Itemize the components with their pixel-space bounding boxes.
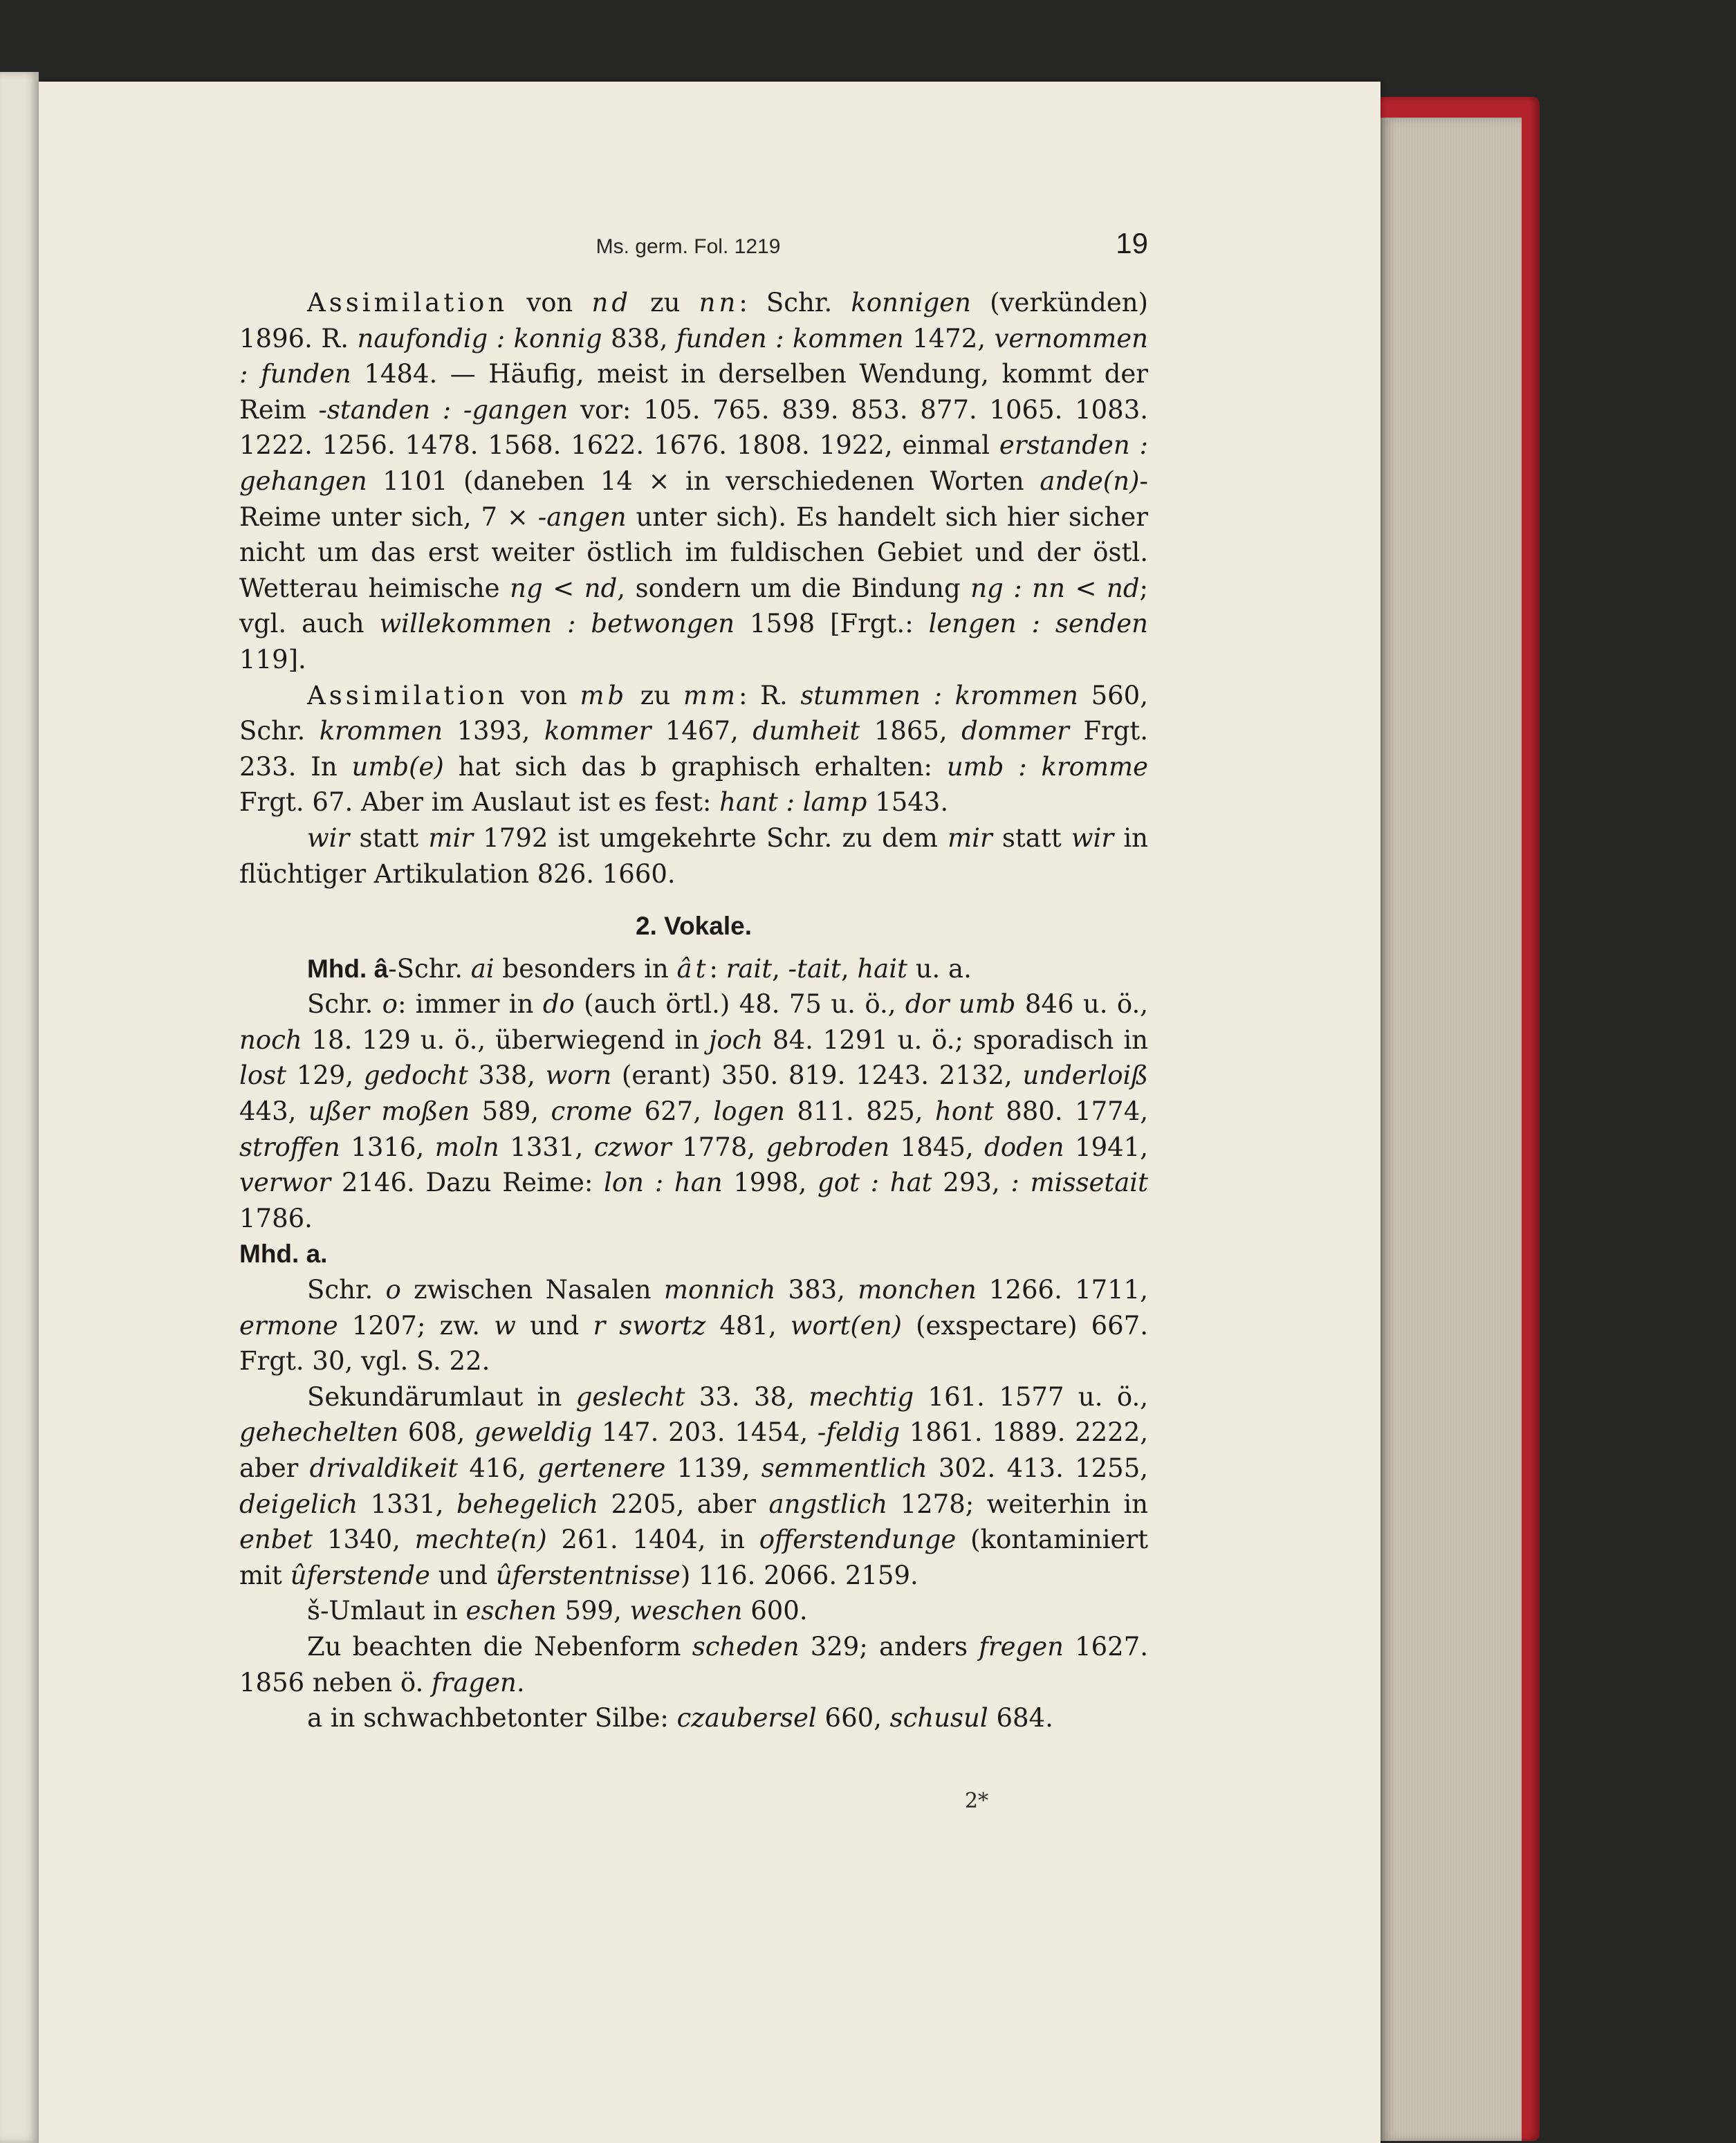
text-run: enbet (239, 1525, 313, 1555)
text-run: doden (984, 1132, 1064, 1162)
paragraph (239, 986, 1148, 1236)
text-run: drivaldikeit (309, 1453, 459, 1483)
paragraph (239, 820, 1148, 892)
text-run: ußer moßen (308, 1096, 470, 1127)
text-run: besonders in (494, 953, 677, 984)
text-run: fregen (979, 1631, 1064, 1662)
page-number: 19 (1116, 227, 1148, 259)
text-run: 1266. 1711, (976, 1275, 1149, 1305)
text-run: 599, (556, 1596, 630, 1626)
text-run: 1861. 1889. 2222, aber (239, 1417, 1148, 1483)
text-run: joch (708, 1024, 764, 1055)
text-run: 329; anders (799, 1631, 979, 1662)
text-run: gebroden (766, 1132, 890, 1162)
text-run: 33. 38, (685, 1381, 809, 1412)
text-run: naufondig : konnig (357, 323, 602, 353)
text-run: 1139, (665, 1453, 761, 1483)
text-run: Frgt. 67. Aber im Auslaut ist es fest: (239, 787, 720, 818)
text-run: geweldig (474, 1417, 593, 1448)
text-run: Schr. (307, 989, 382, 1020)
page-header (228, 223, 1148, 264)
text-run: o (382, 989, 398, 1020)
text-run: ûferstende (290, 1560, 430, 1590)
text-run: lon : han (604, 1168, 723, 1198)
text-run: -tait (788, 953, 841, 984)
text-run: czaubersel (676, 1703, 817, 1733)
paragraph (239, 1379, 1148, 1594)
text-run: von (508, 680, 580, 710)
text-run: 293, (932, 1168, 1011, 1198)
paragraph (239, 1272, 1148, 1379)
text-run: czwor (593, 1132, 672, 1162)
text-run: stummen : krommen (800, 680, 1078, 710)
text-run: crome (551, 1096, 633, 1127)
text-run: : (709, 953, 726, 984)
text-run: 302. 413. 1255, (927, 1453, 1149, 1483)
text-run: 1393, (443, 716, 544, 746)
text-run: unter sich). Es handelt sich hier sicher nicht um das erst weiter östlich im fuldischen Gebiet und der östl. Wetterau heimische (239, 502, 1148, 603)
text-run: got : hat (818, 1168, 932, 1198)
text-run: 1786. (239, 1203, 313, 1233)
text-run: Mhd. a. (239, 1240, 328, 1269)
text-run: lost (239, 1060, 286, 1091)
text-run: -Reime unter sich, 7 × (239, 466, 1148, 532)
text-run: a in schwachbetonter Silbe: (307, 1703, 677, 1733)
text-run: (verkünden) 1896. R. (239, 288, 1148, 353)
text-run: scheden (692, 1631, 800, 1662)
text-run: gehechelten (239, 1417, 399, 1448)
text-run: funden : kommen (676, 323, 904, 353)
text-run: 811. 825, (784, 1096, 936, 1127)
text-run: r (593, 1310, 606, 1341)
text-run: ai (470, 953, 495, 984)
text-run: Schr. (307, 1275, 386, 1305)
text-run: hant : lamp (719, 787, 867, 818)
text-run: 838, (602, 323, 676, 353)
text-run: von (508, 288, 592, 318)
text-run (605, 1311, 619, 1341)
text-run: umb(e) (351, 751, 444, 782)
text-run: ; vgl. auch (239, 573, 1149, 639)
text-run: 1627. 1856 neben ö. (239, 1631, 1148, 1698)
text-run: zu (627, 680, 683, 710)
text-run: . (516, 1667, 525, 1698)
text-run: 147. 203. 1454, (592, 1417, 818, 1448)
running-title: Ms. germ. Fol. 1219 (595, 235, 781, 258)
text-run: : Schr. (739, 288, 851, 318)
text-run: noch (239, 1024, 302, 1055)
text-run: worn (545, 1060, 612, 1091)
text-run: 1278; weiterhin in (887, 1489, 1149, 1519)
text-run: 1998, (722, 1168, 818, 1198)
text-run: 2146. Dazu Reime: (331, 1168, 604, 1198)
text-run: dumheit (752, 716, 860, 746)
text-run: u. a. (907, 953, 972, 984)
text-run: moln (434, 1132, 499, 1162)
text-run: willekommen : betwongen (379, 609, 735, 639)
text-run: mir (948, 822, 992, 853)
text-run: 560, Schr. (239, 680, 1148, 746)
text-run: -feldig (817, 1417, 901, 1448)
text-run: 1331, (358, 1489, 456, 1519)
text-run: 161. 1577 u. ö., (914, 1381, 1148, 1412)
text-run: in flüchtiger Artikulation 826. 1660. (239, 822, 1148, 889)
text-run: gedocht (363, 1060, 468, 1091)
text-run: mechtig (809, 1381, 914, 1412)
text-run: 2205, aber (598, 1489, 769, 1519)
text-run: -Schr. (388, 953, 471, 984)
text-run: Assimilation (307, 288, 508, 318)
text-run: umb : kromme (946, 751, 1149, 782)
text-run: statt (349, 822, 429, 853)
text-run: eschen (465, 1596, 557, 1626)
text-run: offerstendunge (759, 1525, 957, 1555)
text-run: monchen (858, 1275, 977, 1305)
text-run: geslecht (575, 1381, 685, 1412)
text-run: dommer (961, 716, 1069, 746)
section-heading: 2. Vokale. (636, 912, 752, 941)
text-run: 481, (705, 1310, 791, 1341)
text-run: dor umb (905, 989, 1016, 1020)
text-run: ermone (239, 1310, 338, 1341)
text-run: vernommen : funden (239, 323, 1148, 389)
text-run: 1331, (499, 1132, 594, 1162)
text-run: 261. 1404, in (546, 1525, 759, 1555)
paragraph (239, 1629, 1148, 1700)
text-run: 1792 ist umgekehrte Schr. zu dem (473, 822, 948, 853)
text-run: Assimilation (307, 680, 508, 710)
left-page-edge (0, 72, 39, 2143)
text-run: Frgt. 233. In (239, 716, 1149, 782)
text-run: -standen : -gangen (318, 394, 569, 425)
text-run: Mhd. â (307, 954, 389, 983)
signature-mark: 2* (965, 1789, 989, 1813)
text-run: stroffen (239, 1132, 340, 1162)
text-run: Sekundärumlaut in (307, 1381, 576, 1412)
text-run: 383, (775, 1275, 858, 1305)
text-run: ) 116. 2066. 2159. (680, 1560, 918, 1590)
text-run: nd (591, 288, 631, 318)
text-run: 1207; zw. (338, 1310, 495, 1341)
text-run: 416, (458, 1453, 537, 1483)
text-run: 846 u. ö., (1015, 989, 1149, 1020)
text-run: 880. 1774, (993, 1096, 1149, 1127)
text-run: wort(en) (790, 1310, 902, 1341)
text-run: 84. 1291 u. ö.; sporadisch in (763, 1024, 1148, 1055)
text-run: (auch örtl.) 48. 75 u. ö., (574, 989, 905, 1020)
text-run: 1941, (1064, 1132, 1148, 1162)
text-run: ât (676, 953, 710, 984)
text-run: mm (683, 680, 739, 710)
text-run: nn (699, 288, 739, 318)
text-run: ande(n) (1040, 466, 1140, 496)
text-run: zwischen Nasalen (400, 1275, 664, 1305)
text-run: hat sich das b graphisch erhalten: (443, 751, 947, 782)
text-run: 1598 [Frgt.: (735, 609, 929, 639)
text-run: w (494, 1310, 516, 1341)
text-run: do (542, 989, 575, 1020)
text-run: mechte(n) (414, 1525, 547, 1555)
text-run: semmentlich (761, 1453, 927, 1483)
text-run: (kontaminiert mit (239, 1525, 1149, 1590)
text-run: vor: 105. 765. 839. 853. 877. 1065. 1083. 1222. 1256. 1478. 1568. 1622. 1676. 1808. 1922, einmal (239, 394, 1149, 461)
text-run: 1467, (651, 716, 753, 746)
text-run: swortz (619, 1310, 706, 1341)
text-run: lengen : senden (928, 609, 1148, 639)
text-run: 1101 (daneben 14 × in verschiedenen Worten (367, 466, 1040, 496)
text-run: 627, (632, 1096, 714, 1127)
text-run: : missetait (1010, 1168, 1149, 1198)
text-run: schusul (889, 1703, 988, 1733)
text-run: ng : nn < nd (970, 573, 1140, 603)
paragraph (239, 678, 1148, 820)
text-run: underloiß (1022, 1060, 1149, 1091)
text-run: rait (726, 953, 773, 984)
text-run: hont (935, 1096, 994, 1127)
text-run: 608, (398, 1417, 475, 1448)
text-run: 684. (988, 1703, 1053, 1733)
text-run: 129, (286, 1060, 364, 1091)
text-run: 1543. (867, 787, 949, 818)
text-run: hait (857, 953, 907, 984)
text-run: ng < nd (510, 573, 618, 603)
text-run: mb (580, 680, 628, 710)
text-run: weschen (629, 1596, 743, 1626)
text-run: (exspectare) 667. Frgt. 30, vgl. S. 22. (239, 1310, 1149, 1377)
text-run: mir (428, 822, 473, 853)
text-run: -angen (537, 502, 627, 532)
paragraph (239, 285, 1148, 678)
text-run: 1472, (903, 323, 995, 353)
text-run: , (772, 953, 788, 984)
text-run: krommen (319, 716, 443, 746)
text-run: erstanden : gehangen (239, 430, 1148, 496)
text-run: angstlich (768, 1489, 888, 1519)
text-run: und (515, 1310, 593, 1341)
text-run: : immer in (397, 989, 543, 1020)
text-run: verwor (239, 1168, 331, 1198)
text-run: gertenere (537, 1453, 666, 1483)
text-run: zu (631, 288, 699, 318)
text-run: 338, (468, 1060, 546, 1091)
page-block-edge (1381, 118, 1522, 2141)
text-run: kommer (544, 716, 652, 746)
text-run: 119]. (239, 644, 306, 674)
paragraph (239, 1700, 1148, 1736)
text-run: 18. 129 u. ö., überwiegend in (302, 1024, 709, 1055)
text-run: 1340, (313, 1525, 415, 1555)
paragraph (239, 1593, 1148, 1629)
text-run: š-Umlaut in (307, 1596, 466, 1626)
text-run: 1484. — Häufig, meist in derselben Wendung, kommt der Reim (239, 359, 1148, 425)
text-run: 1845, (889, 1132, 985, 1162)
text-run: konnigen (851, 288, 971, 318)
text-run: wir (307, 822, 350, 853)
text-run: logen (713, 1096, 785, 1127)
text-run: 660, (816, 1703, 890, 1733)
text-run: : R. (739, 680, 801, 710)
text-run: 1865, (860, 716, 962, 746)
paragraph (239, 1236, 1148, 1272)
text-run: (erant) 350. 819. 1243. 2132, (611, 1060, 1023, 1091)
text-run: monnich (663, 1275, 776, 1305)
text-run: statt (992, 822, 1071, 853)
text-run: 1316, (340, 1132, 435, 1162)
text-run: deigelich (239, 1489, 358, 1519)
text-run: 589, (470, 1096, 551, 1127)
text-run: o (385, 1275, 401, 1305)
text-run: , sondern um die Bindung (617, 573, 971, 603)
text-run: 600. (742, 1596, 808, 1626)
text-run: und (430, 1560, 496, 1590)
text-run: , (840, 953, 858, 984)
text-run: wir (1071, 822, 1114, 853)
body-text (239, 285, 1148, 1736)
text-run: 443, (239, 1096, 308, 1127)
text-run: Zu beachten die Nebenform (307, 1631, 692, 1662)
text-run: ûferstentnisse (495, 1560, 681, 1590)
paragraph (239, 951, 1148, 987)
text-run: 1778, (671, 1132, 766, 1162)
text-run: fragen (431, 1667, 517, 1698)
text-run: behegelich (456, 1489, 599, 1519)
